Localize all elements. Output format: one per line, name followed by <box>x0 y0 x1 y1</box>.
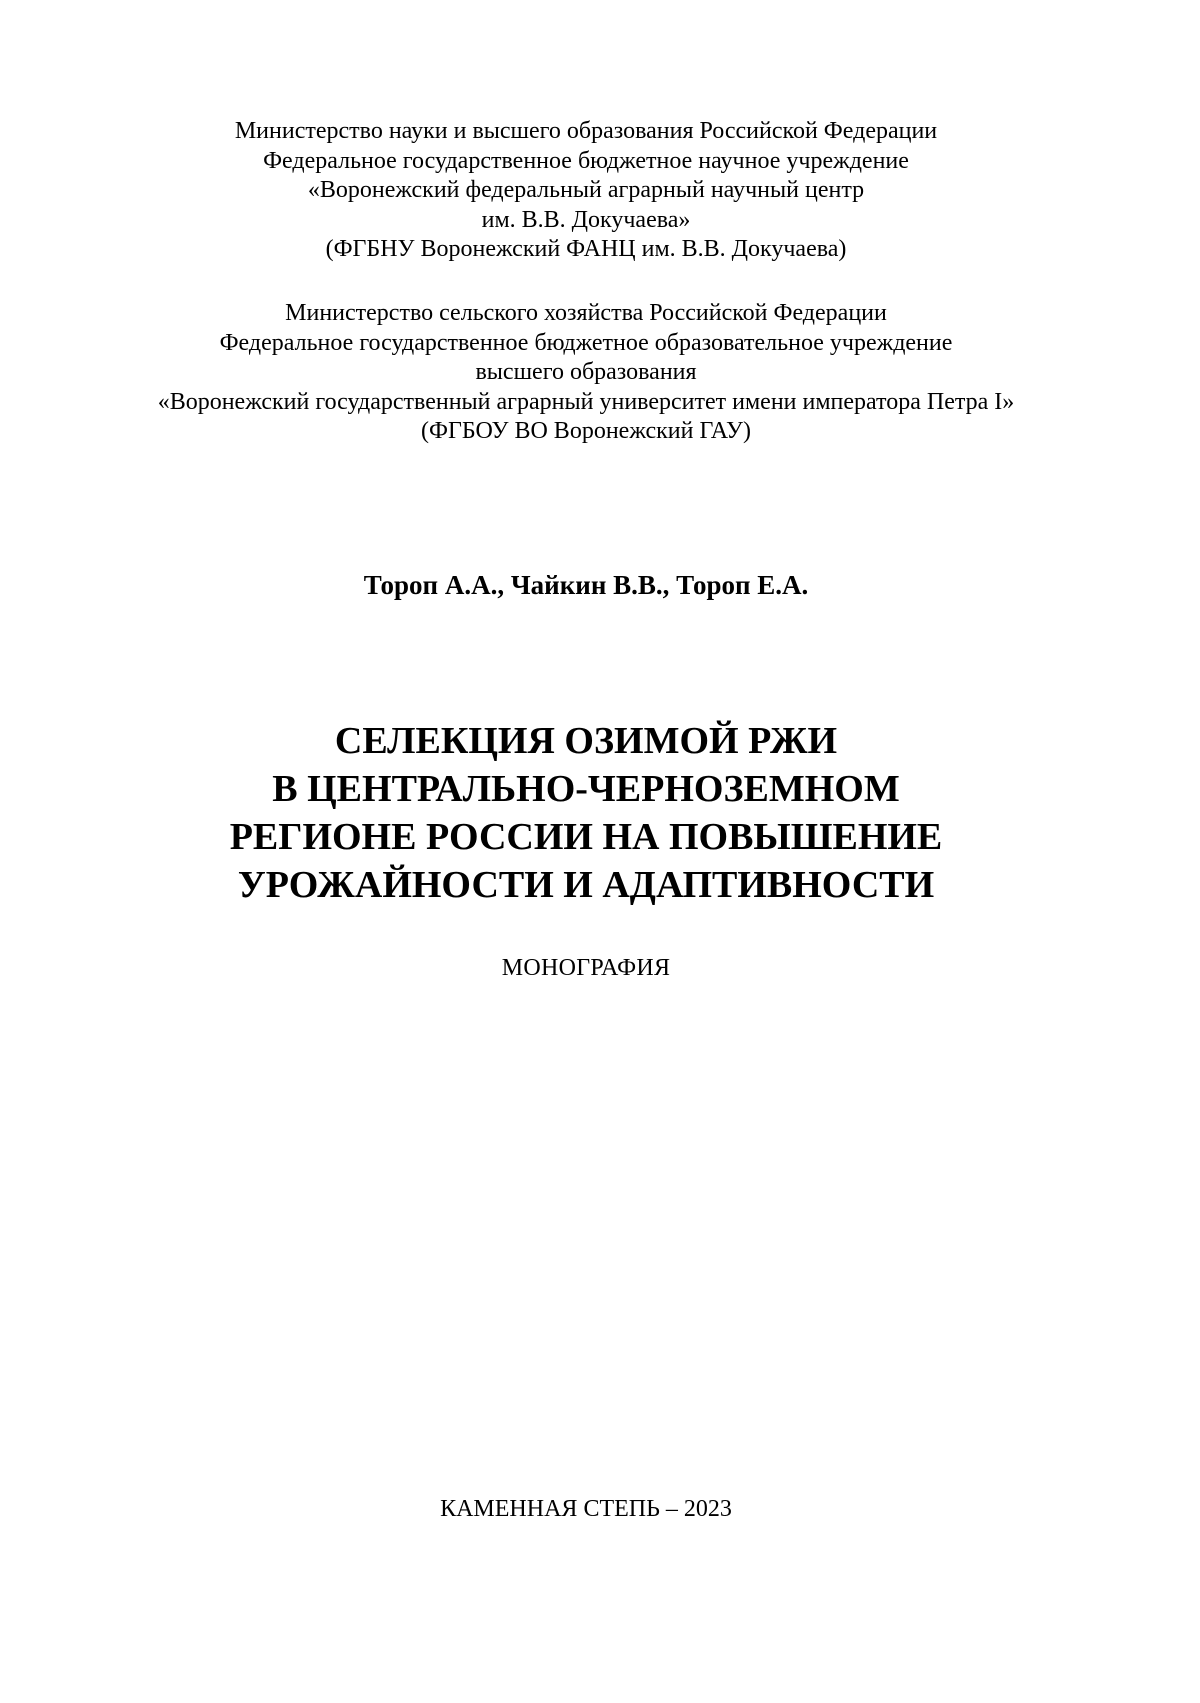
title-line: В ЦЕНТРАЛЬНО-ЧЕРНОЗЕМНОМ <box>272 768 900 810</box>
org-line: высшего образования <box>475 359 697 385</box>
org-line: (ФГБОУ ВО Воронежский ГАУ) <box>421 418 751 444</box>
authors: Тороп А.А., Чайкин В.В., Тороп Е.А. <box>363 570 809 600</box>
org-line: «Воронежский государственный аграрный университет имени императора Петра I» <box>157 388 1015 415</box>
document-title <box>0 717 1172 909</box>
org-line: (ФГБНУ Воронежский ФАНЦ им. В.В. Докучаева) <box>325 236 847 262</box>
ministry-science-header <box>0 117 1172 265</box>
org-line: «Воронежский федеральный аграрный научный центр <box>307 177 865 203</box>
org-line: Федеральное государственное бюджетное образовательное учреждение <box>219 329 953 356</box>
title-line: УРОЖАЙНОСТИ И АДАПТИВНОСТИ <box>237 864 935 906</box>
org-line: им. В.В. Докучаева» <box>481 206 691 233</box>
org-line: Федеральное государственное бюджетное научное учреждение <box>263 147 909 174</box>
title-line: СЕЛЕКЦИЯ ОЗИМОЙ РЖИ <box>334 720 838 762</box>
org-line: Министерство сельского хозяйства Российской Федерации <box>285 300 887 326</box>
title-line: РЕГИОНЕ РОССИИ НА ПОВЫШЕНИЕ <box>229 816 943 858</box>
org-line: Министерство науки и высшего образования Российской Федерации <box>234 118 938 144</box>
place-and-year: КАМЕННАЯ СТЕПЬ – 2023 <box>440 1496 732 1522</box>
document-type: МОНОГРАФИЯ <box>501 955 671 981</box>
ministry-agriculture-header <box>0 299 1172 447</box>
